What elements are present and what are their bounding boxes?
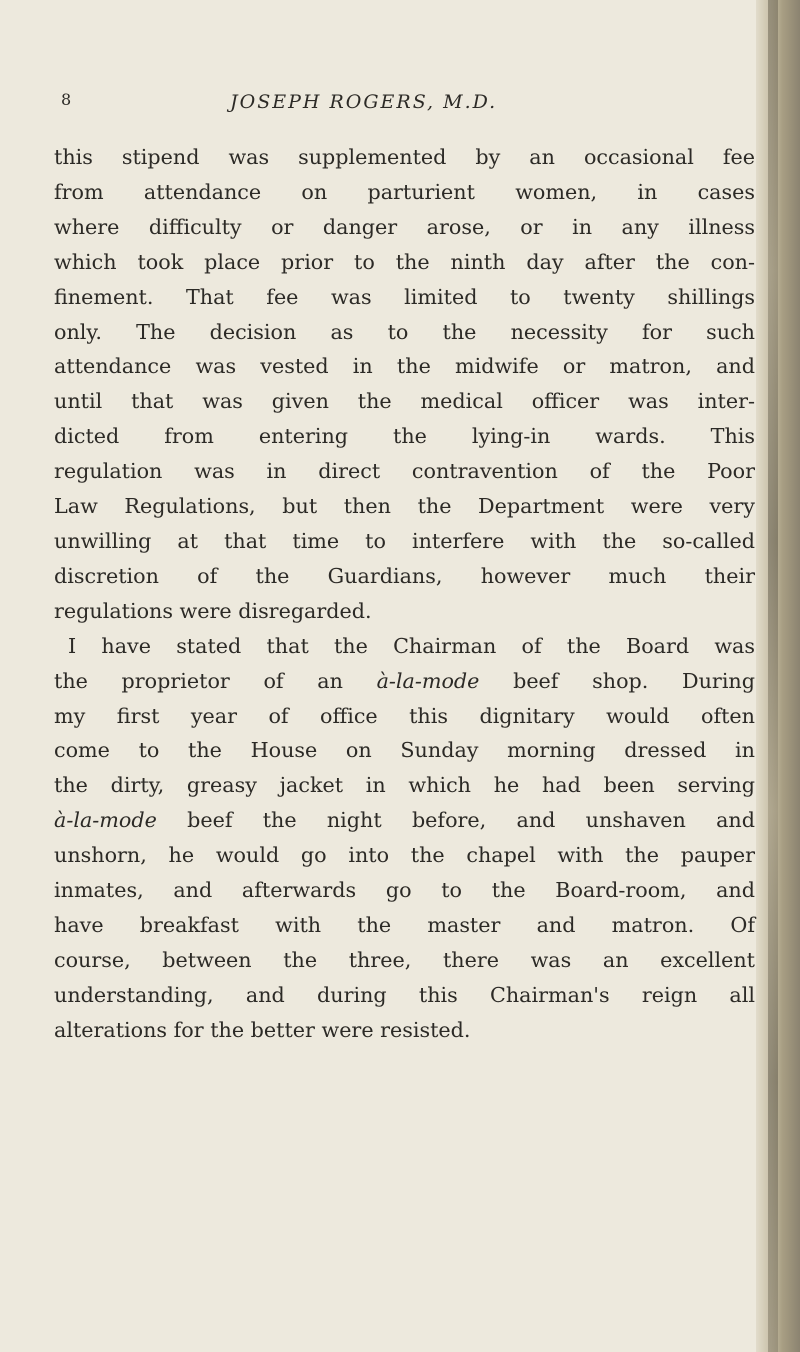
text-line: discretion of the Guardians, however much their — [54, 563, 755, 588]
text-line: only. The decision as to the necessity for such — [54, 319, 755, 344]
paragraph-end-line: regulations were disregarded. — [54, 598, 372, 623]
text-line: attendance was vested in the midwife or matron, and — [54, 354, 755, 379]
text-line: course, between the three, there was an excellent — [54, 947, 755, 972]
text-line: unwilling at that time to interfere with the so-called — [54, 528, 755, 553]
text-line: Law Regulations, but then the Department were very — [54, 494, 755, 519]
text-line: the proprietor of an à-la-mode beef shop. During — [54, 668, 755, 693]
text-line: until that was given the medical officer was inter- — [54, 389, 755, 414]
page-number: 8 — [61, 90, 72, 109]
text-line: regulation was in direct contravention of the Poor — [54, 459, 755, 484]
text-line: come to the House on Sunday morning dressed in — [54, 738, 755, 763]
italic-phrase: à-la-mode — [54, 808, 157, 833]
text-line: from attendance on parturient women, in cases — [54, 179, 755, 204]
text-line: understanding, and during this Chairman's reign all — [54, 982, 755, 1007]
page-edge-shadow — [768, 0, 778, 1352]
text-line: this stipend was supplemented by an occasional fee — [54, 145, 755, 169]
body-text — [54, 140, 755, 1048]
page-edge-binding — [756, 0, 800, 1352]
text-line: my first year of office this dignitary would often — [54, 703, 755, 728]
paragraph-start-line: I have stated that the Chairman of the Board was — [68, 633, 755, 658]
text-line: inmates, and afterwards go to the Board-room, and — [54, 878, 755, 903]
text-line: have breakfast with the master and matron. Of — [54, 912, 755, 937]
text-line: unshorn, he would go into the chapel with the pauper — [54, 843, 755, 868]
text-line: which took place prior to the ninth day after the con- — [54, 249, 755, 274]
text-line: the dirty, greasy jacket in which he had been serving — [54, 773, 755, 798]
running-head-title: JOSEPH ROGERS, M.D. — [230, 91, 498, 113]
text-line: where difficulty or danger arose, or in any illness — [54, 214, 755, 239]
text-line: finement. That fee was limited to twenty shillings — [54, 284, 755, 309]
text-line: dicted from entering the lying-in wards. This — [54, 424, 755, 449]
text-line: à-la-mode beef the night before, and unshaven and — [54, 808, 755, 833]
paragraph-end-line: alterations for the better were resisted. — [54, 1017, 471, 1042]
italic-phrase: à-la-mode — [376, 668, 480, 693]
